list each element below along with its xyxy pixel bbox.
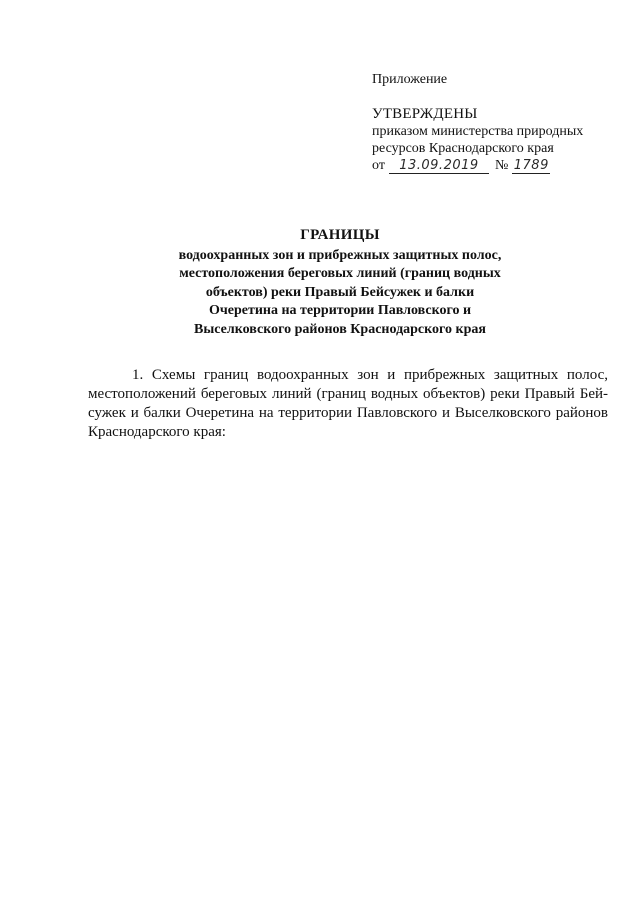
title-line: Очеретина на территории Павловского и: [208, 303, 472, 318]
title-line: Выселковского районов Краснодарского края: [194, 321, 486, 337]
title-heading: ГРАНИЦЫ: [300, 227, 380, 243]
approval-order-line: приказом министерства природных: [372, 124, 584, 139]
approval-ministry-line: ресурсов Краснодарского края: [372, 141, 554, 156]
body-paragraph: [88, 366, 608, 442]
paragraph-line: сужек и балки Очеретина на территории Павловского и Выселковского районов: [88, 405, 608, 421]
document-title: [120, 226, 560, 339]
appendix-label: Приложение: [372, 72, 448, 87]
title-line: объектов) реки Правый Бейсужек и балки: [205, 284, 475, 300]
paragraph-line: 1. Схемы границ водоохранных зон и прибрежных защитных полос,: [132, 367, 608, 383]
paragraph-line: Краснодарского края:: [88, 424, 226, 440]
paragraph-line: местоположений береговых линий (границ водных объектов) реки Правый Бей-: [88, 386, 608, 402]
number-prefix: №: [494, 158, 509, 173]
title-line: местоположения береговых линий (границ водных: [179, 266, 501, 281]
approval-date-line: [372, 157, 622, 174]
approval-block: [372, 71, 622, 174]
date-prefix: от: [372, 158, 385, 173]
approved-heading: УТВЕРЖДЕНЫ: [372, 106, 478, 122]
title-line: водоохранных зон и прибрежных защитных полос,: [178, 247, 502, 263]
handwritten-date: 13.09.2019: [389, 158, 489, 174]
handwritten-number: 1789: [513, 158, 549, 173]
